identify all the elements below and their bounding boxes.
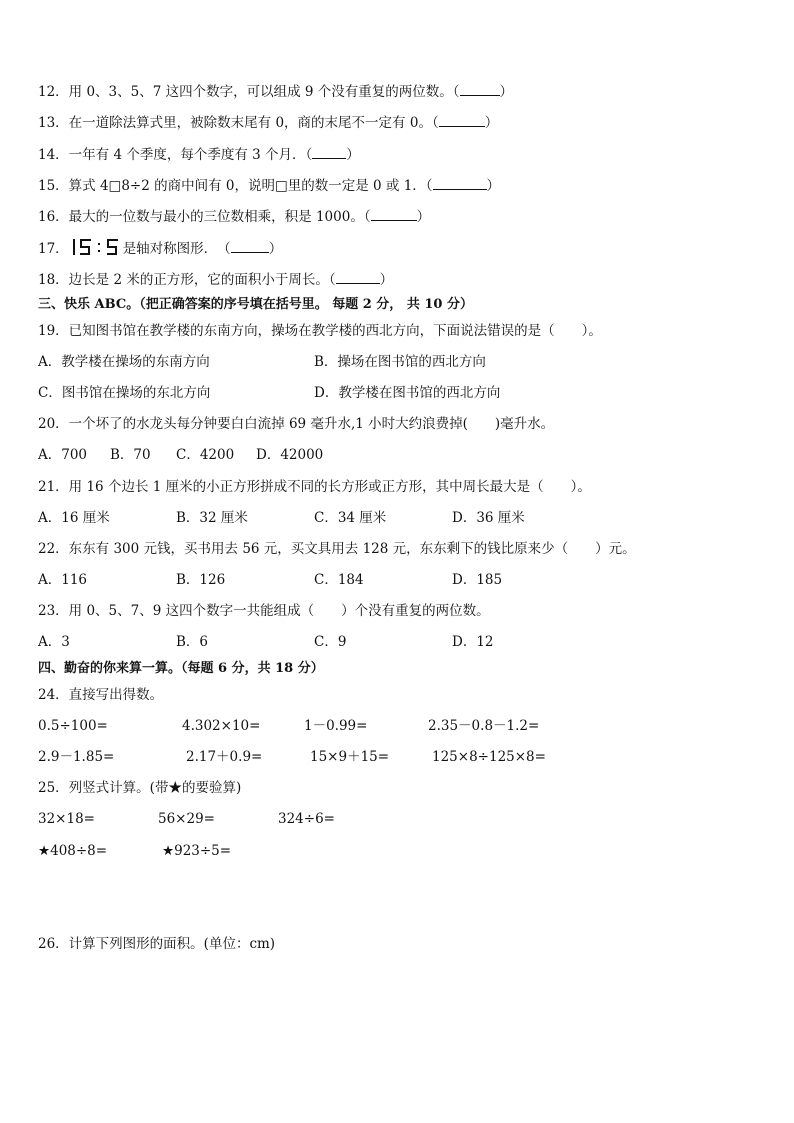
question-21-option-d[interactable]: D．36 厘米 [452,510,525,526]
answer-blank[interactable] [312,145,346,159]
question-23-option-a[interactable]: A．3 [38,634,70,650]
question-20-option-c[interactable]: C．4200 [176,447,235,463]
calc-item: 15×9＋15= [310,749,390,765]
calc-item: 1－0.99= [304,718,368,734]
answer-blank[interactable] [460,82,500,96]
question-15-text: 15．算式 4□8÷2 的商中间有 0，说明□里的数一定是 0 或 1．（ [38,178,433,194]
answer-blank[interactable] [439,113,485,127]
question-25-text: 25．列竖式计算。(带★的要验算) [38,780,242,796]
question-19-option-c[interactable]: C．图书馆在操场的东北方向 [38,385,211,401]
calc-item: 125×8÷125×8= [432,749,546,765]
answer-blank[interactable] [371,207,417,221]
calc-item: ★923÷5= [162,843,232,859]
answer-blank[interactable] [231,239,269,253]
question-21-option-c[interactable]: C．34 厘米 [314,510,387,526]
question-23-text: 23．用 0、5、7、9 这四个数字一共能组成（ ）个没有重复的两位数。 [38,603,490,619]
question-21-option-b[interactable]: B．32 厘米 [176,510,248,526]
question-19-option-a[interactable]: A．教学楼在操场的东南方向 [38,354,210,370]
question-17: 17． 是轴对称图形． （ ） [38,238,282,261]
section-4-heading: 四、勤奋的你来算一算。（每题 6 分，共 18 分） [38,661,324,676]
calc-item: 32×18= [38,811,95,827]
question-12: 12．用 0、3、5、7 这四个数字，可以组成 9 个没有重复的两位数。（ ） [38,84,514,100]
question-22-option-c[interactable]: C．184 [314,572,364,588]
question-20-option-a[interactable]: A．700 [38,447,88,463]
question-23-option-b[interactable]: B．6 [176,634,209,650]
calc-item: 56×29= [158,811,215,827]
question-17-text: 是轴对称图形． （ [122,241,231,257]
lcd-digits-15-5-image [69,238,121,261]
question-23-option-d[interactable]: D．12 [452,634,494,650]
question-21-text: 21．用 16 个边长 1 厘米的小正方形拼成不同的长方形或正方形，其中周长最大是（ ）。 [38,479,591,495]
question-21-option-a[interactable]: A．16 厘米 [38,510,110,526]
question-19-text: 19．已知图书馆在教学楼的东南方向，操场在教学楼的西北方向，下面说法错误的是（ ）。 [38,323,602,339]
question-18: 18．边长是 2 米的正方形，它的面积小于周长。（ ） [38,272,394,288]
question-22-option-b[interactable]: B．126 [176,572,226,588]
calc-item: 2.9－1.85= [38,749,115,765]
calc-item: 4.302×10= [182,718,261,734]
question-22-option-d[interactable]: D．185 [452,572,503,588]
question-24-text: 24．直接写出得数。 [38,687,164,703]
question-23-option-c[interactable]: C．9 [314,634,347,650]
question-18-text: 18．边长是 2 米的正方形，它的面积小于周长。（ [38,272,336,288]
answer-blank[interactable] [336,270,380,284]
question-20-option-d[interactable]: D．42000 [256,447,324,463]
section-3-heading: 三、快乐 ABC。（把正确答案的序号填在括号里。 每题 2 分， 共 10 分） [38,297,473,312]
question-20-text: 20．一个坏了的水龙头每分钟要白白流掉 69 毫升水,1 小时大约浪费掉( )毫升水。 [38,416,555,432]
question-20-option-b[interactable]: B．70 [110,447,151,463]
calc-item: 324÷6= [278,811,335,827]
answer-blank[interactable] [433,176,487,190]
question-22-text: 22．东东有 300 元钱，买书用去 56 元，买文具用去 128 元，东东剩下的钱比原来少（ ）元。 [38,541,636,557]
question-14-text: 14．一年有 4 个季度，每个季度有 3 个月．（ [38,147,313,163]
question-19-option-d[interactable]: D．教学楼在图书馆的西北方向 [314,385,501,401]
question-13-text: 13．在一道除法算式里，被除数末尾有 0，商的末尾不一定有 0。（ [38,115,439,131]
question-26-text: 26．计算下列图形的面积。(单位：cm) [38,936,276,952]
question-16-text: 16．最大的一位数与最小的三位数相乘，积是 1000。（ [38,209,371,225]
question-14: 14．一年有 4 个季度，每个季度有 3 个月．（ ） [38,147,360,163]
question-22-option-a[interactable]: A．116 [38,572,88,588]
question-12-text: 12．用 0、3、5、7 这四个数字，可以组成 9 个没有重复的两位数。（ [38,84,460,100]
calc-item: ★408÷8= [38,843,108,859]
question-16: 16．最大的一位数与最小的三位数相乘，积是 1000。（ ） [38,209,431,225]
calc-item: 0.5÷100= [38,718,108,734]
question-19-option-b[interactable]: B．操场在图书馆的西北方向 [314,354,486,370]
calc-item: 2.35－0.8－1.2= [428,718,540,734]
calc-item: 2.17＋0.9= [186,749,263,765]
question-13: 13．在一道除法算式里，被除数末尾有 0，商的末尾不一定有 0。（ ） [38,115,499,131]
question-15: 15．算式 4□8÷2 的商中间有 0，说明□里的数一定是 0 或 1．（ ） [38,178,501,194]
